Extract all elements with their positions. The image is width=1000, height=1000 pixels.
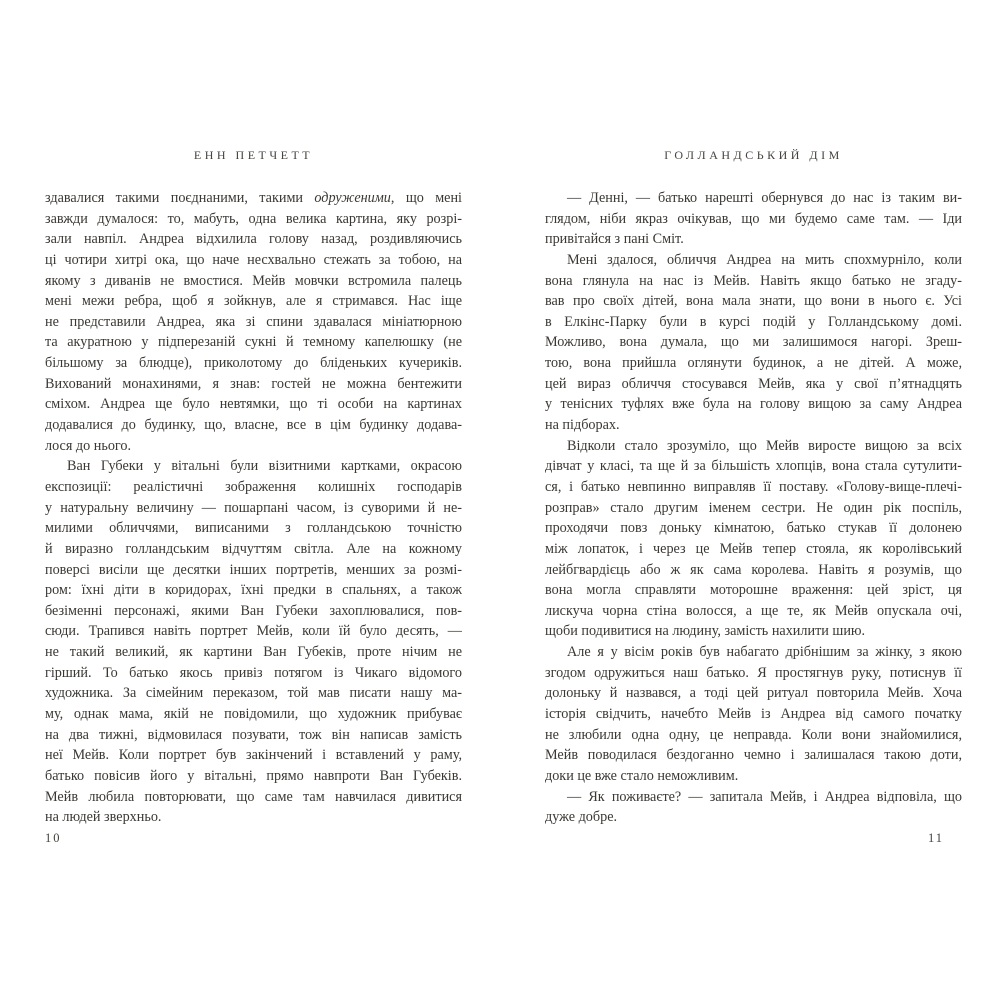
text-line: поверсі висіли ще десятки інших портретів, менших за розмі- [45, 561, 462, 578]
text-line: ці чотири хитрі ока, що наче несхвально стежать за тобою, на [45, 251, 462, 268]
left-running-header: ЕНН ПЕТЧЕТТ [193, 148, 314, 162]
text-line: на людей зверхньо. [45, 809, 162, 826]
text-line: ся, і батько невпинно виправляв її поставу. «Голову-вище-плечі- [545, 478, 962, 495]
text-line: й виразно голландським відчуттям світла. Але на кожному [45, 540, 462, 557]
text-line: художника. За сімейним переказом, той мав писати нашу ма- [45, 685, 462, 702]
text-line: у тенісних туфлях вже була на голову вищою за саму Андреа [545, 396, 962, 413]
text-line: щоби подивитися на людину, замість нахилити шию. [545, 623, 866, 640]
text-line: здавалися такими поєднаними, такими одруженими, що мені [45, 190, 462, 206]
text-line: — Як поживаєте? — запитала Мейв, і Андреа відповіла, що [567, 788, 962, 805]
right-page-number: 11 [927, 830, 944, 845]
text-line: якому з диванів не вмостися. Мейв мовчки встромила палець [45, 272, 462, 289]
right-page-text [545, 188, 962, 828]
text-line: на підборах. [545, 417, 620, 434]
text-line: не представили Андреа, яка зі спини здавалася мініатюрною [45, 313, 462, 330]
text-line: та акуратною у підперезаній сукні й темному капелюшку (не [45, 334, 462, 351]
text-line: Але я у вісім років був набагато дрібнішим за жінку, з якою [567, 644, 962, 661]
text-line: ром: їхні діти в коридорах, їхні предки в спальнях, а також [45, 582, 462, 599]
text-line: проходячи повз доньку кімнатою, батько стукав її долонею [545, 520, 962, 537]
text-line: завжди думалося: то, мабуть, одна велика картина, яку розрі- [45, 210, 462, 227]
text-line: у натуральну величину — пошарпані часом, із суворими й не- [45, 499, 462, 516]
text-line: на два тижні, відмовилася позувати, тож він написав замість [45, 726, 462, 743]
text-line: сміхом. Андреа ще було невтямки, що ті особи на картинах [45, 396, 462, 413]
text-line: Мені здалося, обличчя Андреа на мить спохмурніло, коли [567, 251, 962, 268]
text-line: долоньку й назвався, а тоді цей ритуал повторила Мейв. Хоча [545, 685, 962, 702]
text-line: безіменні персонажі, якими Ван Губеки захоплювалися, пов- [45, 602, 462, 619]
right-running-header: ГОЛЛАНДСЬКИЙ ДІМ [664, 148, 843, 162]
text-line: вав про своїх дітей, вона мала знати, що вони в нього є. Усі [545, 293, 962, 310]
text-line: згодом одружиться наш батько. Я простягнув руку, потиснув її [545, 664, 962, 681]
right-page [545, 148, 962, 846]
text-line: більшому за блюдце), приколотому до бліденьких кучериків. [45, 355, 462, 372]
left-page-text [45, 188, 462, 828]
text-line: милими обличчями, виписаними з голландською точністю [45, 520, 462, 537]
text-line: Мейв любила повторювати, що саме там навчилася дивитися [45, 788, 462, 805]
text-line: — Денні, — батько нарешті обернувся до нас із таким ви- [567, 190, 962, 206]
text-line: глядом, ніби якраз очікував, що ми будемо саме там. — Іди [545, 210, 962, 227]
text-line: цей вираз обличчя стосувався Мейв, яка у свої п’ятнадцять [545, 375, 962, 392]
text-line: вона глянула на нас із Мейв. Навіть якщо батько не згаду- [545, 272, 962, 289]
text-line: експозиції: реалістичні зображення колишніх господарів [45, 478, 462, 495]
text-line: сюди. Трапився навіть портрет Мейв, коли їй було десять, — [45, 623, 462, 640]
text-line: батько повісив його у вітальні, прямо навпроти Ван Губеків. [45, 767, 462, 784]
text-line: мені межи ребра, щоб я зойкнув, але я стримався. Нас іще [45, 293, 462, 310]
text-line: додавалися до будинку, що, власне, все в цім будинку додава- [45, 417, 462, 434]
text-line: Вихований монахинями, я знав: гостей не можна бентежити [45, 375, 462, 392]
text-line: зали навпіл. Андреа відхилила голову назад, роздивляючись [45, 231, 462, 248]
text-line: не злюбили одна одну, це неправда. Коли вони знайомилися, [545, 726, 962, 743]
text-line: розправ» стало другим іменем сестри. Не один рік поспіль, [545, 499, 962, 516]
text-line: доки це вже стало неможливим. [545, 767, 739, 784]
text-line: тою, вона прийшла оглянути будинок, а не дітей. А може, [545, 355, 962, 372]
text-line: історія свідчить, начебто Мейв із Андреа від самого початку [545, 706, 962, 723]
text-line: Мейв поводилася бездоганно чемно і залишалася такою доти, [545, 747, 962, 764]
text-line: Можливо, вона думала, що ми залишимося нагорі. Зреш- [545, 334, 962, 351]
text-line: лейбгвардієць або ж як сама королева. Навіть я розумів, що [545, 561, 962, 578]
text-line: Відколи стало зрозуміло, що Мейв виросте вищою за всіх [567, 437, 962, 454]
text-line: дівчат у класі, та ще й за більшість хлопців, вона стала сутулити- [545, 458, 962, 475]
left-page-number: 10 [45, 830, 62, 845]
text-line: між лопаток, і через це Мейв тепер стояла, як королівський [545, 540, 962, 557]
text-line: Ван Губеки у вітальні були візитними картками, окрасою [67, 458, 462, 475]
text-line: неї Мейв. Коли портрет був закінчений і вставлений у раму, [45, 747, 462, 764]
text-line: в Елкінс-Парку були в курсі подій у Голландському домі. [545, 313, 962, 330]
text-line: дуже добре. [545, 809, 618, 826]
text-line: вона могла справляти моторошне враження: цей зріст, ця [545, 582, 962, 599]
text-line: лося до нього. [45, 437, 132, 454]
left-page [45, 148, 462, 846]
text-line: гірший. То батько якось привіз потягом із Чикаго відомого [45, 664, 462, 681]
text-line: му, однак мама, якій не повідомили, що художник прибуває [45, 706, 462, 723]
text-line: не такий великий, як картини Ван Губеків, проте нічим не [45, 644, 462, 661]
text-line: привітайся з пані Сміт. [545, 231, 684, 248]
text-line: лискуча чорна стіна волосся, а ще те, як Мейв опускала очі, [545, 602, 962, 619]
